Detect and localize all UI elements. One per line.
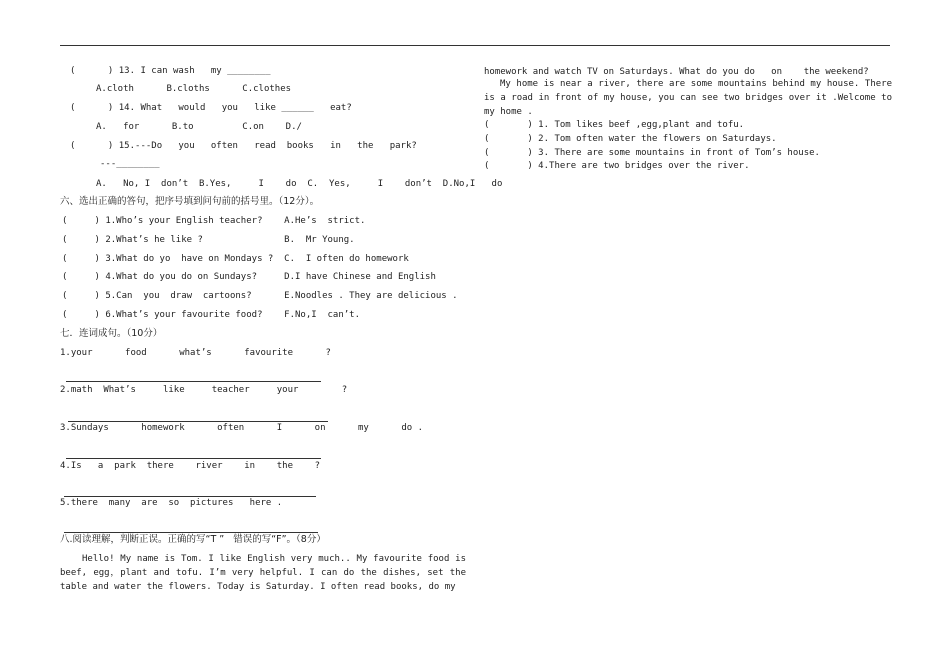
true-false-item: ( ) 1. Tom likes beef ,egg,plant and tofu. [484, 120, 745, 130]
true-false-item: ( ) 4.There are two bridges over the river. [484, 161, 750, 171]
matching-item: ( ) 4.What do you do on Sundays? D.I have Chinese and English [62, 272, 436, 282]
reading-passage-continued: homework and watch TV on Saturdays. What do you do on the weekend? [484, 67, 869, 77]
matching-item: ( ) 2.What’s he like ? B. Mr Young. [62, 235, 355, 245]
answer-line [64, 532, 318, 533]
section-8-title: 八.阅读理解，判断正误。正确的写“T ” 错误的写“F”。（8分） [60, 534, 326, 545]
matching-item: ( ) 6.What’s your favourite food? F.No,I can’t. [62, 310, 361, 320]
sentence-item: 3.Sundays homework often I on my do . [60, 423, 424, 433]
answer-line [66, 458, 321, 459]
question-15: ( ) 15.---Do you often read books in the park? [70, 141, 417, 151]
question-13-options: A.cloth B.cloths C.clothes [96, 84, 292, 94]
question-13: ( ) 13. I can wash my ________ [70, 66, 271, 76]
reading-passage-2: My home is near a river, there are some mountains behind my house. There is a road in front of my house, you can see two bridges over it .Welcome to my home . [484, 79, 892, 117]
sentence-item: 2.math What’s like teacher your ? [60, 385, 348, 395]
top-rule [60, 45, 890, 46]
sentence-item: 5.there many are so pictures here . [60, 498, 283, 508]
sentence-item: 4.Is a park there river in the ? [60, 461, 321, 471]
answer-line [66, 381, 321, 382]
reading-passage: Hello! My name is Tom. I like English very much.. My favourite food is beef, egg，plant and tofu. I’m very helpful. I can do the dishes, set the table and water the flowers. Today is Saturday. I often read books, do my [60, 554, 466, 592]
sentence-item: 1.your food what’s favourite ? [60, 348, 331, 358]
question-15-options: A. No, I don’t B.Yes, I do C. Yes, I don’t D.No,I do [96, 179, 503, 189]
section-6-title: 六、选出正确的答句，把序号填到问句前的括号里。（12分）。 [60, 196, 320, 207]
matching-item: ( ) 5.Can you draw cartoons? E.Noodles . They are delicious . [62, 291, 458, 301]
matching-item: ( ) 3.What do yo have on Mondays ? C. I often do homework [62, 254, 409, 264]
question-15-dash: ---________ [100, 159, 160, 169]
section-7-title: 七．连词成句。（10分） [60, 328, 163, 339]
true-false-item: ( ) 3. There are some mountains in front of Tom’s house. [484, 148, 820, 158]
question-14: ( ) 14. What would you like ______ eat? [70, 103, 352, 113]
matching-item: ( ) 1.Who’s your English teacher? A.He’s strict. [62, 216, 366, 226]
true-false-item: ( ) 2. Tom often water the flowers on Saturdays. [484, 134, 777, 144]
question-14-options: A. for B.to C.on D./ [96, 122, 302, 132]
